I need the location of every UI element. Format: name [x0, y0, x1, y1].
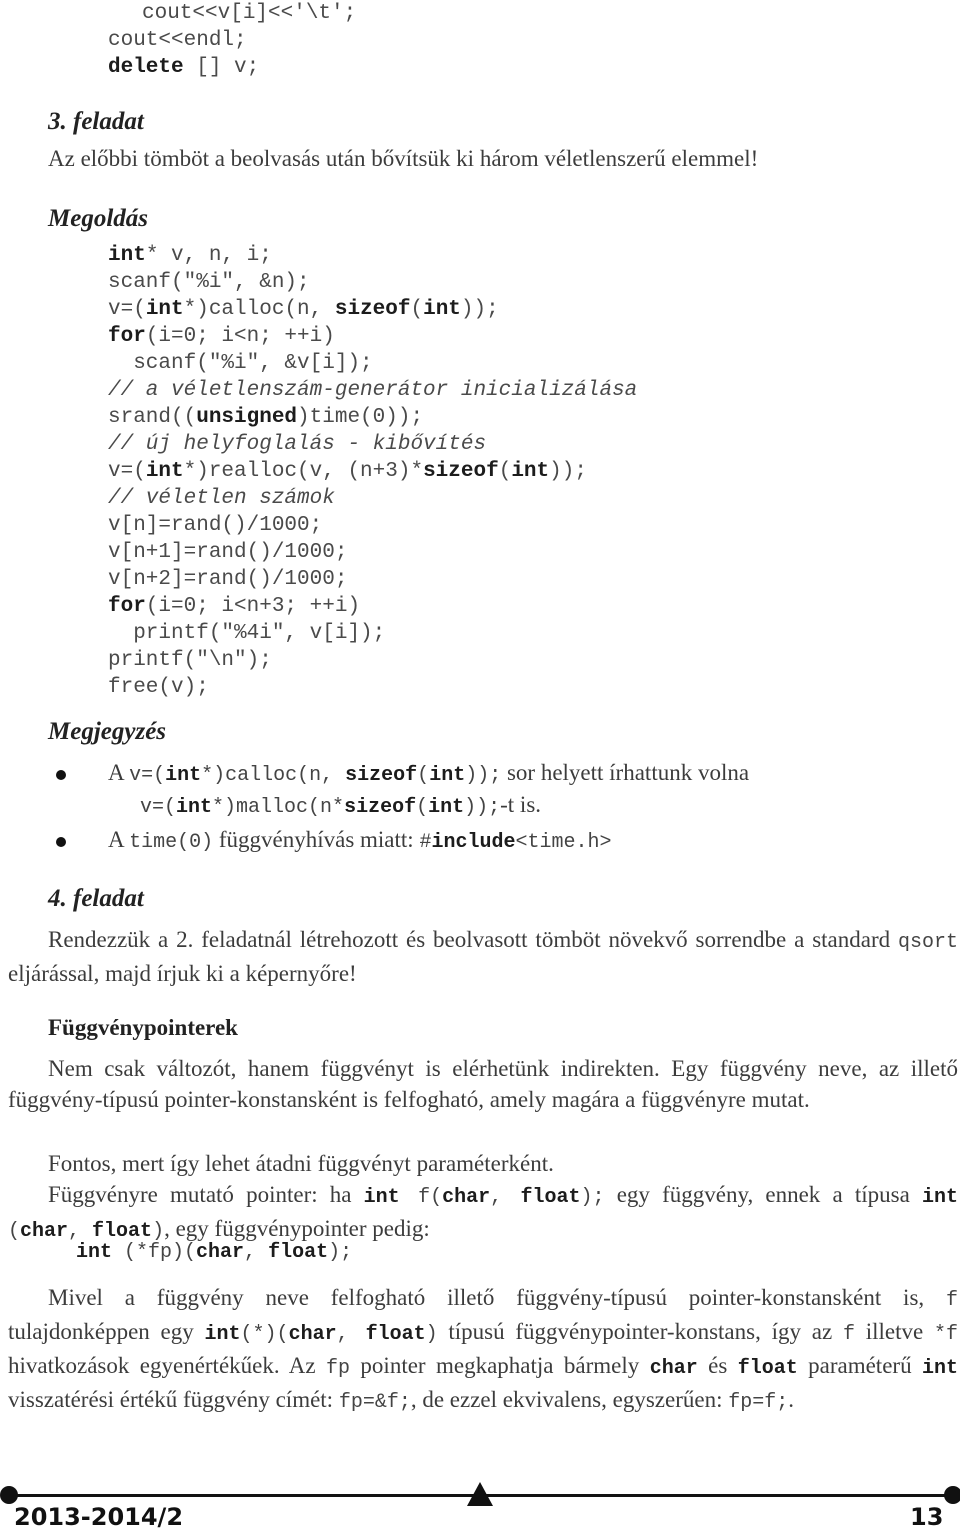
code-text: [] v;	[183, 56, 260, 79]
code-comment: // új helyfoglalás - kibővítés	[108, 433, 487, 456]
section-title: Függvénypointerek	[48, 1015, 238, 1040]
fp-code-example: int (*fp)(char, float);	[76, 1241, 353, 1264]
note-title: Megjegyzés	[48, 718, 167, 745]
code-line	[108, 350, 637, 377]
code-comment: // a véletlenszám-generátor inicializálása	[108, 379, 638, 402]
code-line	[108, 242, 637, 269]
code-text: *)calloc(n,	[183, 298, 335, 321]
bullet-icon	[56, 770, 66, 780]
code-text: *)realloc(v, (n+3)*	[183, 460, 424, 483]
fp-paragraph-4: Mivel a függvény neve felfogható illető függvény-típusú pointer-konstansként is, f tulajdonképpen egy int(*)(char, float) típusú függvénypointer-konstans, így az f illetve *f hivatkozások egyenértékűek. Az fp pointer megkaphatja bármely char és float paraméterű int visszatérési értékű függvény címét: fp=&f;, de ezzel ekvivalens, egyszerűen: fp=f;.	[8, 1285, 958, 1414]
code-text: v=(	[108, 298, 146, 321]
code-comment: // véletlen számok	[108, 487, 335, 510]
note-item-1: A v=(int*)calloc(n, sizeof(int)); sor helyett írhattunk volna	[108, 760, 750, 787]
code-text: ));	[549, 460, 587, 483]
code-line	[108, 485, 637, 512]
code-keyword: sizeof	[334, 298, 411, 321]
code-text: (i=0; i<n+3; ++i)	[145, 595, 361, 618]
code-line	[108, 566, 637, 593]
code-text: printf("%4i", v[i]);	[108, 622, 386, 645]
code-text: (	[410, 298, 424, 321]
footer-dot-icon	[0, 1486, 18, 1504]
bullet-icon	[56, 837, 66, 847]
code-text: ));	[460, 298, 499, 321]
fp-paragraph-2: Fontos, mert így lehet átadni függvényt paraméterként.	[48, 1151, 554, 1176]
code-line	[108, 647, 637, 674]
code-line	[108, 269, 637, 296]
code-keyword: unsigned	[196, 406, 298, 429]
code-text: free(v);	[108, 676, 209, 699]
note-item-2: A time(0) függvényhívás miatt: #include<time.h>	[108, 827, 612, 854]
code-line	[108, 54, 259, 81]
code-line	[108, 512, 637, 539]
fp-paragraph-3: Függvényre mutató pointer: ha int f(char, float); egy függvény, ennek a típusa int (char, float), egy függvénypointer pedig:	[8, 1182, 958, 1243]
solution-title: Megoldás	[48, 205, 148, 232]
task4-text: Rendezzük a 2. feladatnál létrehozott és beolvasott tömböt növekvő sorrendbe a standard qsort eljárással, majd írjuk ki a képernyőre!	[8, 927, 958, 986]
code-line	[108, 458, 637, 485]
code-text: v[n+1]=rand()/1000;	[108, 541, 348, 564]
code-line	[108, 620, 637, 647]
code-keyword: int	[145, 298, 184, 321]
code-line	[108, 593, 637, 620]
code-text: (	[498, 460, 512, 483]
note-item-1-continued: v=(int*)malloc(n*sizeof(int));-t is.	[140, 792, 542, 819]
code-keyword: for	[108, 325, 146, 348]
code-text: )time(0));	[297, 406, 424, 429]
code-line: cout<<endl;	[108, 29, 247, 52]
code-line	[108, 539, 637, 566]
code-text: scanf("%i", &v[i]);	[108, 352, 373, 375]
code-text: (i=0; i<n; ++i)	[145, 325, 335, 348]
code-keyword: int	[423, 298, 461, 321]
code-text: v[n]=rand()/1000;	[108, 514, 323, 537]
code-line	[108, 377, 637, 404]
page-number: 13	[910, 1503, 944, 1531]
code-keyword: sizeof	[423, 460, 499, 483]
code-text: v=(	[108, 460, 146, 483]
fp-paragraph-1: Nem csak változót, hanem függvényt is elérhetünk indirekten. Egy függvény neve, az illető függvény-típusú pointer-konstansként is felfogható, amely magára a függvényre mutat.	[8, 1056, 958, 1112]
code-text: * v, n, i;	[145, 244, 272, 267]
task3-text: Az előbbi tömböt a beolvasás után bővítsük ki három véletlenszerű elemmel!	[48, 146, 759, 171]
code-keyword: for	[108, 595, 146, 618]
code-line	[108, 404, 637, 431]
footer-issue: 2013-2014/2	[14, 1503, 184, 1531]
code-line: cout<<v[i]<<'\t';	[142, 2, 357, 25]
code-keyword: int	[145, 460, 184, 483]
footer-dot-icon	[944, 1486, 960, 1504]
code-line	[108, 296, 637, 323]
code-keyword: delete	[108, 56, 184, 79]
task3-title: 3. feladat	[48, 108, 144, 135]
code-text: srand((	[108, 406, 197, 429]
code-keyword: int	[511, 460, 550, 483]
code-line	[108, 431, 637, 458]
code-line	[108, 323, 637, 350]
task4-title: 4. feladat	[48, 885, 144, 912]
code-text: v[n+2]=rand()/1000;	[108, 568, 348, 591]
code-text: printf("\n");	[108, 649, 272, 672]
code-keyword: int	[108, 244, 146, 267]
code-text: scanf("%i", &n);	[108, 271, 310, 294]
solution-code-block	[108, 242, 637, 701]
code-line	[108, 674, 637, 701]
footer-triangle-icon	[467, 1482, 493, 1506]
